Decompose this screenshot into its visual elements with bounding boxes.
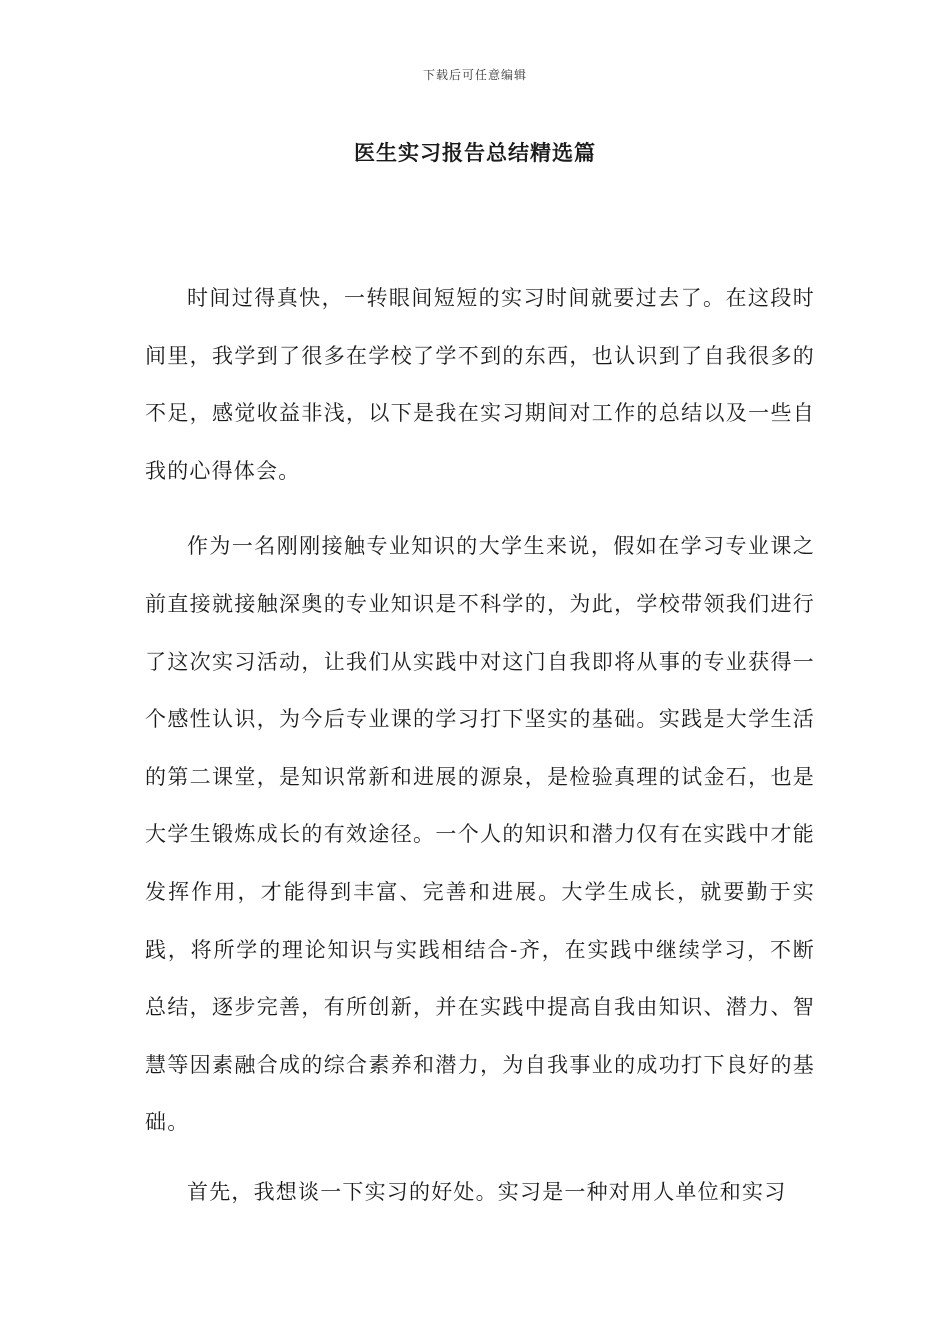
paragraph-1: 时间过得真快，一转眼间短短的实习时间就要过去了。在这段时间里，我学到了很多在学校了学不到的东西，也认识到了自我很多的不足，感觉收益非浅，以下是我在实习期间对工作的总结以及一些自我的心得体会。 — [145, 286, 815, 483]
document-title: 医生实习报告总结精选篇 — [354, 140, 596, 165]
header-note: 下载后可任意编辑 — [422, 68, 527, 82]
paragraph-2: 作为一名刚刚接触专业知识的大学生来说，假如在学习专业课之前直接就接触深奥的专业知识是不科学的，为此，学校带领我们进行了这次实习活动，让我们从实践中对这门自我即将从事的专业获得一个感性认识，为今后专业课的学习打下坚实的基础。实践是大学生活的第二课堂，是知识常新和进展的源泉，是检验真理的试金石，也是大学生锻炼成长的有效途径。一个人的知识和潜力仅有在实践中才能发挥作用，才能得到丰富、完善和进展。大学生成长，就要勤于实践，将所学的理论知识与实践相结合-齐，在实践中继续学习，不断总结，逐步完善，有所创新，并在实践中提高自我由知识、潜力、智慧等因素融合成的综合素养和潜力，为自我事业的成功打下良好的基础。 — [145, 534, 815, 1135]
paragraph-3: 首先，我想谈一下实习的好处。实习是一种对用人单位和实习 — [187, 1179, 787, 1204]
document-body — [145, 270, 815, 1240]
